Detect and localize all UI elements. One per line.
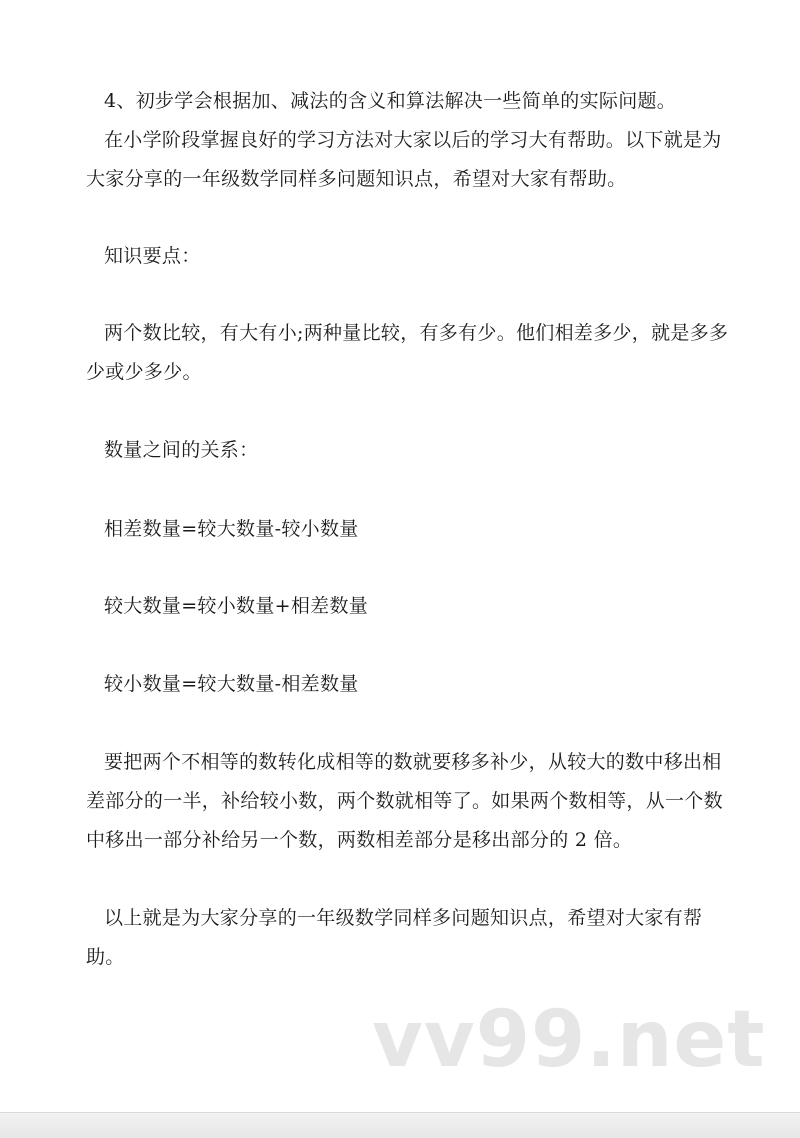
section-heading: 数量之间的关系： xyxy=(104,439,259,461)
formula-line: 较大数量=较小数量+相差数量 xyxy=(104,595,369,617)
watermark: vv99.net xyxy=(372,995,766,1085)
paragraph-line: 差部分的一半，补给较小数，两个数就相等了。如果两个数相等，从一个数 xyxy=(86,790,723,812)
paragraph-line: 中移出一部分补给另一个数，两数相差部分是移出部分的 2 倍。 xyxy=(86,829,633,851)
paragraph-line: 少或少多少。 xyxy=(86,361,202,383)
section-heading: 知识要点： xyxy=(104,245,201,267)
paragraph-line: 要把两个不相等的数转化成相等的数就要移多补少，从较大的数中移出相 xyxy=(104,751,722,773)
paragraph-line: 以上就是为大家分享的一年级数学同样多问题知识点，希望对大家有帮 xyxy=(104,907,703,929)
paragraph-line: 两个数比较，有大有小;两种量比较，有多有少。他们相差多少，就是多多 xyxy=(104,322,729,344)
paragraph-line: 在小学阶段掌握良好的学习方法对大家以后的学习大有帮助。以下就是为 xyxy=(104,129,722,151)
paragraph-line: 大家分享的一年级数学同样多问题知识点，希望对大家有帮助。 xyxy=(86,168,627,190)
paragraph-line: 4、初步学会根据加、减法的含义和算法解决一些简单的实际问题。 xyxy=(104,90,677,112)
paragraph-line: 助。 xyxy=(86,946,125,968)
formula-line: 较小数量=较大数量-相差数量 xyxy=(104,673,359,695)
page-bottom-edge xyxy=(0,1112,800,1138)
formula-line: 相差数量=较大数量-较小数量 xyxy=(104,518,359,540)
